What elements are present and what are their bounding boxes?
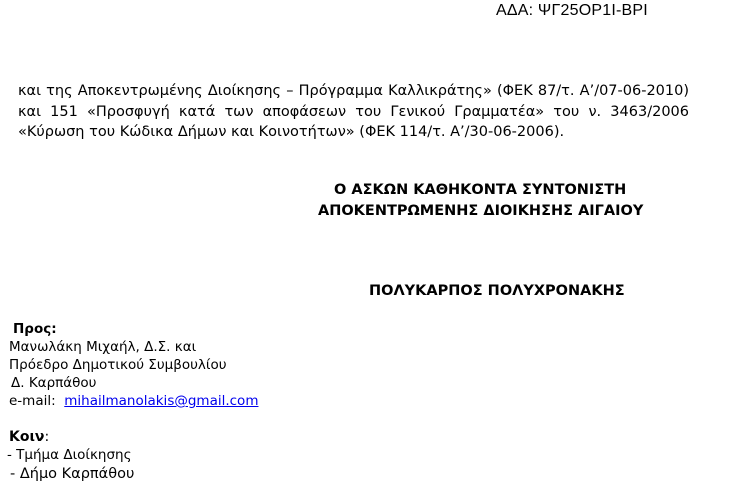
recipient-role: Πρόεδρο Δημοτικού Συμβουλίου [9,357,227,373]
recipient-municipality: Δ. Καρπάθου [11,375,97,391]
signatory-title-line2: ΑΠΟΚΕΝΤΡΩΜΕΝΗΣ ΔΙΟΙΚΗΣΗΣ ΑΙΓΑΙΟΥ [318,203,644,219]
decision-text [18,81,689,143]
recipient-name: Μανωλάκη Μιχαήλ, Δ.Σ. και [9,339,197,355]
signatory-title-line1: Ο ΑΣΚΩΝ ΚΑΘΗΚΟΝΤΑ ΣΥΝΤΟΝΙΣΤΗ [334,182,627,198]
decision-text-line: «Κύρωση του Κώδικα Δήμων και Κοινοτήτων» (ΦΕΚ 114/τ. Α’/30-06-2006). [18,124,565,140]
decision-text-line: και της Αποκεντρωμένης Διοίκησης – Πρόγραμμα Καλλικράτης» (ΦΕΚ 87/τ. Α’/07-06-2010) [18,83,689,99]
cc-label-colon: : [44,429,50,445]
email-label: e-mail: [9,393,56,409]
cc-item-administration: - Τμήμα Διοίκησης [7,447,132,463]
recipient-label: Προς: [13,321,57,337]
cc-label-row [9,429,49,445]
recipient-block [9,320,258,410]
cc-label: Κοιν [9,429,45,445]
decision-text-line: και 151 «Προσφυγή κατά των αποφάσεων του Γενικού Γραμματέα» του ν. 3463/2006 [18,103,689,120]
recipient-email-row [9,392,258,410]
signatory-name: ΠΟΛΥΚΑΡΠΟΣ ΠΟΛΥΧΡΟΝΑΚΗΣ [369,283,625,299]
email-link[interactable]: mihailmanolakis@gmail.com [64,393,259,409]
cc-item-municipality: - Δήμο Καρπάθου [10,466,135,482]
ada-identifier: ΑΔΑ: ΨΓ25ΟΡ1Ι-ΒΡΙ [496,2,648,19]
